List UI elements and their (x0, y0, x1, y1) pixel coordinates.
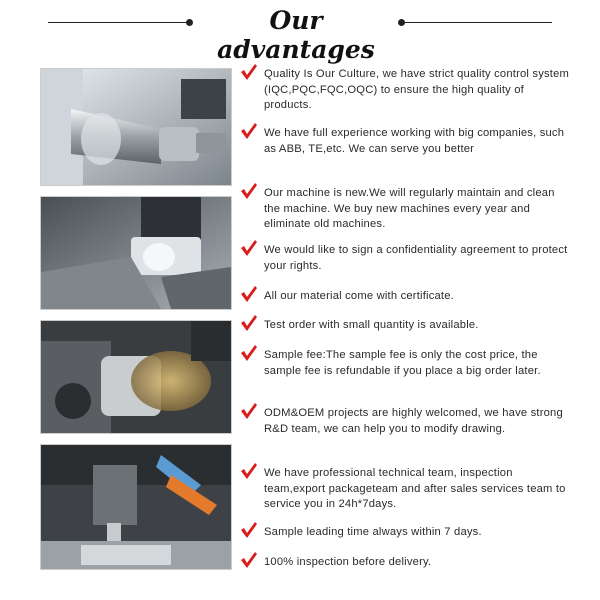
header-line-left (48, 22, 188, 23)
photo-milling (40, 196, 232, 310)
checkmark-icon (240, 551, 258, 569)
checkmark-icon (240, 122, 258, 140)
header-line-right (404, 22, 552, 23)
advantage-text: All our material come with certificate. (264, 290, 454, 302)
advantage-text: 100% inspection before delivery. (264, 556, 432, 568)
advantage-text: Quality Is Our Culture, we have strict quality control system (IQC,PQC,FQC,OQC) to ensure the high quality of products. (264, 68, 570, 111)
checkmark-icon (240, 314, 258, 332)
photo-tool-holder (40, 68, 232, 186)
checkmark-icon (240, 521, 258, 539)
advantage-text: We would like to sign a confidentiality agreement to protect your rights. (264, 244, 568, 272)
checkmark-icon (240, 182, 258, 200)
advantage-text: We have full experience working with big companies, such as ABB, TE,etc. We can serve you better (264, 127, 565, 155)
checkmark-icon (240, 462, 258, 480)
checkmark-icon (240, 239, 258, 257)
checkmark-icon (240, 344, 258, 362)
advantage-text: Sample fee:The sample fee is only the cost price, the sample fee is refundable if you place a big order later. (264, 349, 541, 377)
advantage-text: We have professional technical team, inspection team,export packageteam and after sales services team to service you in 24h*7days. (264, 467, 566, 510)
advantage-text: Sample leading time always within 7 days. (264, 526, 482, 538)
photo-lathe (40, 320, 232, 434)
photo-cnc-coolant (40, 444, 232, 570)
advantage-text: Our machine is new.We will regularly maintain and clean the machine. We buy new machines every year and eliminate old machines. (264, 187, 555, 230)
page-title: Our advantages (217, 6, 375, 64)
checkmark-icon (240, 285, 258, 303)
checkmark-icon (240, 402, 258, 420)
checkmark-icon (240, 63, 258, 81)
advantage-text: Test order with small quantity is available. (264, 319, 479, 331)
advantage-text: ODM&OEM projects are highly welcomed, we have strong R&D team, we can help you to modify drawing. (264, 407, 563, 435)
